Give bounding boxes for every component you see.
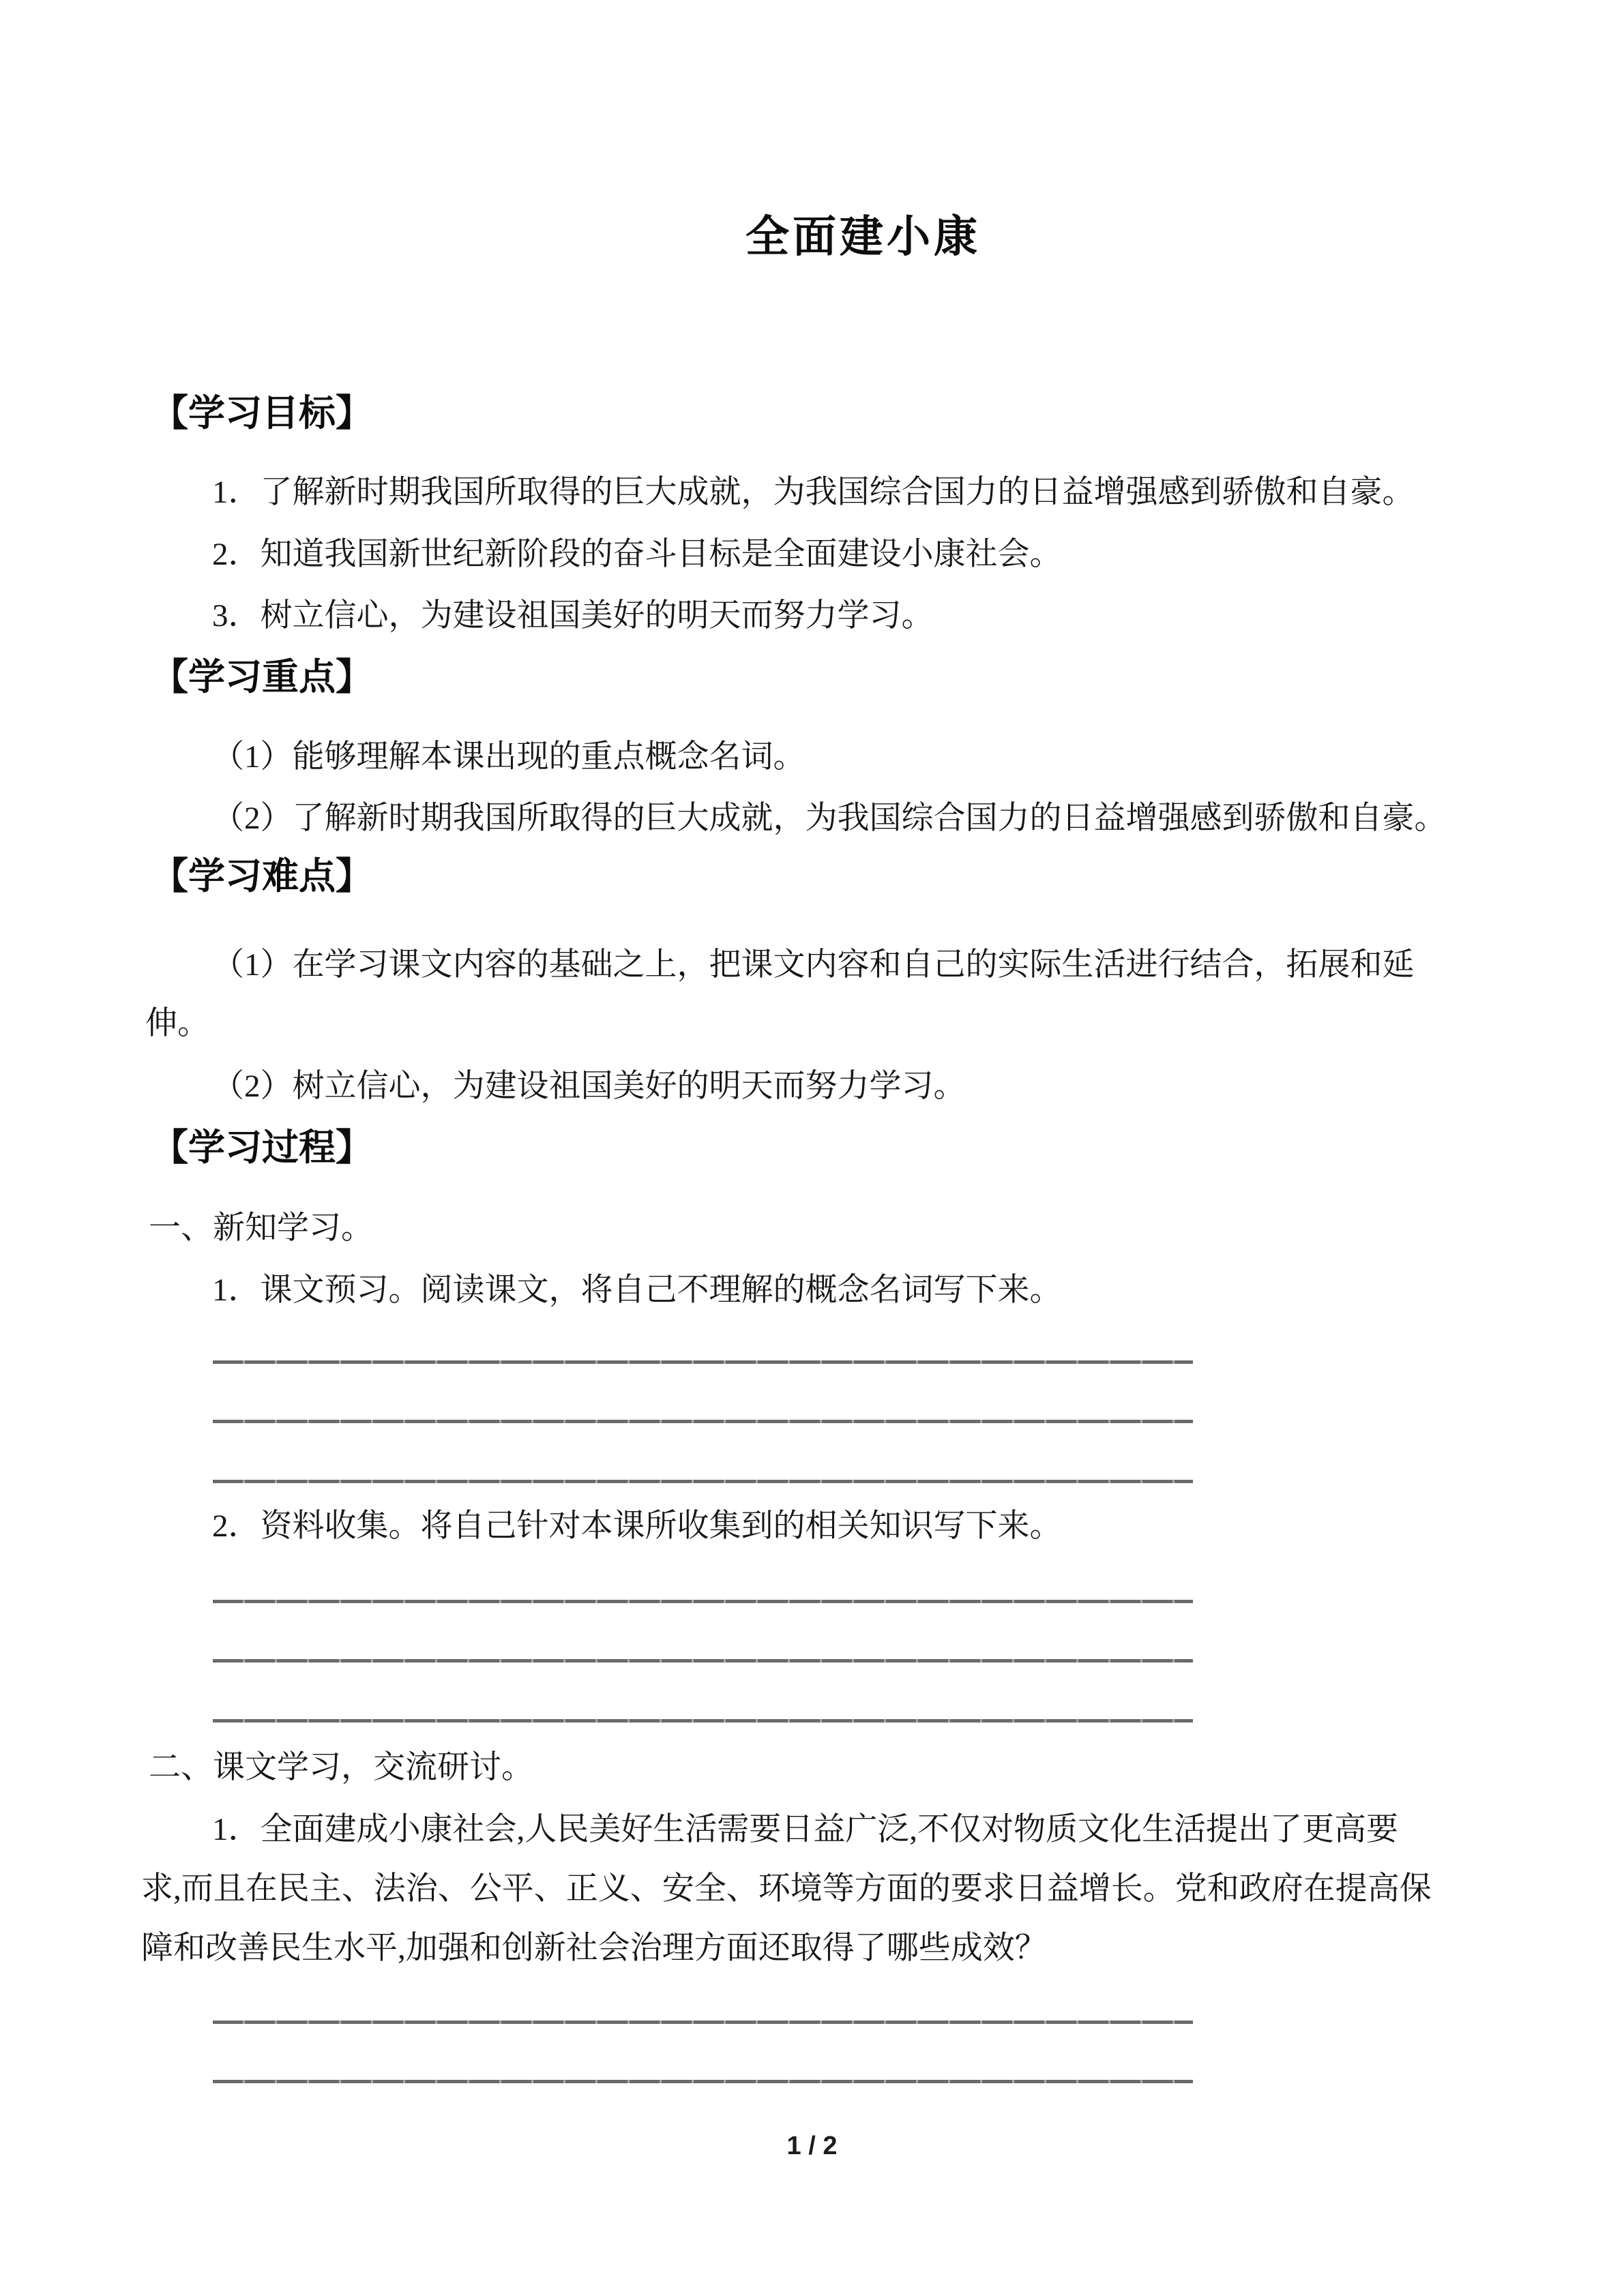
answer-blank-line	[213, 1420, 1193, 1423]
process-part-1-label: 一、新知学习。	[149, 1210, 373, 1246]
focus-item-2: （2）了解新时期我国所取得的巨大成就，为我国综合国力的日益增强感到骄傲和自豪。	[212, 801, 1447, 836]
section-heading-focus: 【学习重点】	[151, 657, 372, 698]
answer-blank-line	[213, 2080, 1193, 2083]
section-heading-objectives: 【学习目标】	[151, 393, 372, 434]
answer-blank-line	[213, 1480, 1193, 1483]
objective-item-1: 1．了解新时期我国所取得的巨大成就，为我国综合国力的日益增强感到骄傲和自豪。	[212, 475, 1415, 510]
focus-item-1: （1）能够理解本课出现的重点概念名词。	[212, 739, 806, 775]
answer-blank-line	[213, 2021, 1193, 2024]
answer-blank-line	[213, 1659, 1193, 1663]
question-1-line-3: 障和改善民生水平,加强和创新社会治理方面还取得了哪些成效？	[141, 1930, 1047, 1966]
answer-blank-line	[213, 1360, 1193, 1364]
task-2-text: 2．资料收集。将自己针对本课所收集到的相关知识写下来。	[212, 1508, 1062, 1544]
objective-item-2: 2．知道我国新世纪新阶段的奋斗目标是全面建设小康社会。	[212, 537, 1062, 572]
objective-item-3: 3．树立信心，为建设祖国美好的明天而努力学习。	[212, 598, 934, 633]
doc-title: 全面建小康	[745, 213, 981, 261]
answer-blank-line	[213, 1719, 1193, 1723]
difficulty-item-1-line-2: 伸。	[145, 1006, 209, 1041]
difficulty-item-1-line-1: （1）在学习课文内容的基础之上，把课文内容和自己的实际生活进行结合，拓展和延	[212, 947, 1415, 983]
question-1-line-2: 求,而且在民主、法治、公平、正义、安全、环境等方面的要求日益增长。党和政府在提高保	[141, 1871, 1432, 1907]
question-1-line-1: 1．全面建成小康社会,人民美好生活需要日益广泛,不仅对物质文化生活提出了更高要	[212, 1812, 1398, 1847]
section-heading-process: 【学习过程】	[151, 1127, 372, 1168]
page-number: 1 / 2	[786, 2132, 838, 2160]
difficulty-item-2: （2）树立信心，为建设祖国美好的明天而努力学习。	[212, 1069, 966, 1104]
answer-blank-line	[213, 1600, 1193, 1603]
task-1-text: 1．课文预习。阅读课文，将自己不理解的概念名词写下来。	[212, 1272, 1062, 1308]
process-part-2-label: 二、课文学习，交流研讨。	[149, 1750, 533, 1785]
section-heading-difficulty: 【学习难点】	[151, 856, 372, 897]
